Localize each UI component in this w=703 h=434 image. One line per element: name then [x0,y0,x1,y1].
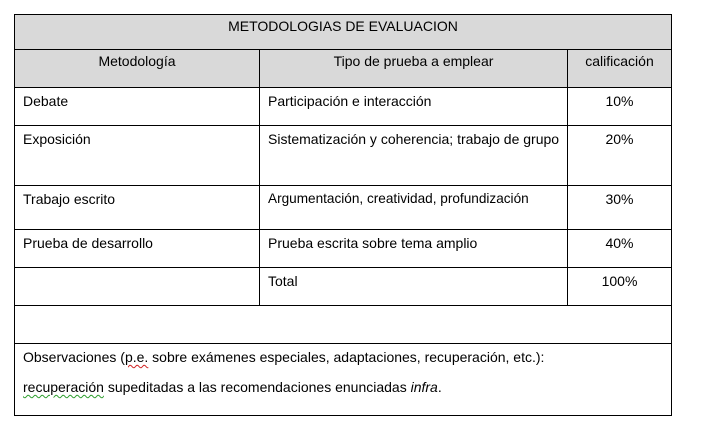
method-cell: Exposición [15,126,260,186]
method-cell: Debate [15,88,260,126]
observations-end: . [437,379,442,395]
total-empty-cell [15,268,260,306]
observations-cell [15,344,672,416]
total-grade: 100% [568,268,672,306]
observations-suffix: sobre exámenes especiales, adaptaciones, recuperación, etc.): [148,349,545,365]
grade-cell: 20% [568,126,672,186]
table-header-row [15,50,672,88]
observations-infra: infra [410,379,438,395]
header-test-type: Tipo de prueba a emplear [260,50,568,88]
observations-middle: supeditadas a las recomendaciones enunciadas [103,379,411,395]
empty-row [15,306,672,344]
observations-recovery-word: recuperación [23,379,104,395]
observations-line-1 [23,346,671,368]
observations-abbrev: p.e. [124,349,149,365]
header-method: Metodología [15,50,260,88]
table-title: METODOLOGIAS DE EVALUACION [15,15,672,50]
test-type-cell: Participación e interacción [260,88,568,126]
evaluation-methods-table [14,14,672,416]
table-title-row [15,15,672,50]
table-row [15,88,672,126]
observations-line-2 [23,376,671,398]
grade-cell: 30% [568,186,672,230]
total-label: Total [260,268,568,306]
method-cell: Trabajo escrito [15,186,260,230]
empty-cell [15,306,672,344]
table-row [15,126,672,186]
observations-row [15,344,672,416]
grade-cell: 40% [568,230,672,268]
test-type-cell: Prueba escrita sobre tema amplio [260,230,568,268]
observations-prefix: Observaciones ( [23,349,125,365]
table-row [15,186,672,230]
total-row [15,268,672,306]
grade-cell: 10% [568,88,672,126]
method-cell: Prueba de desarrollo [15,230,260,268]
test-type-cell: Argumentación, creatividad, profundización [260,186,568,230]
header-grade: calificación [568,50,672,88]
table-row [15,230,672,268]
test-type-cell: Sistematización y coherencia; trabajo de grupo [260,126,568,186]
